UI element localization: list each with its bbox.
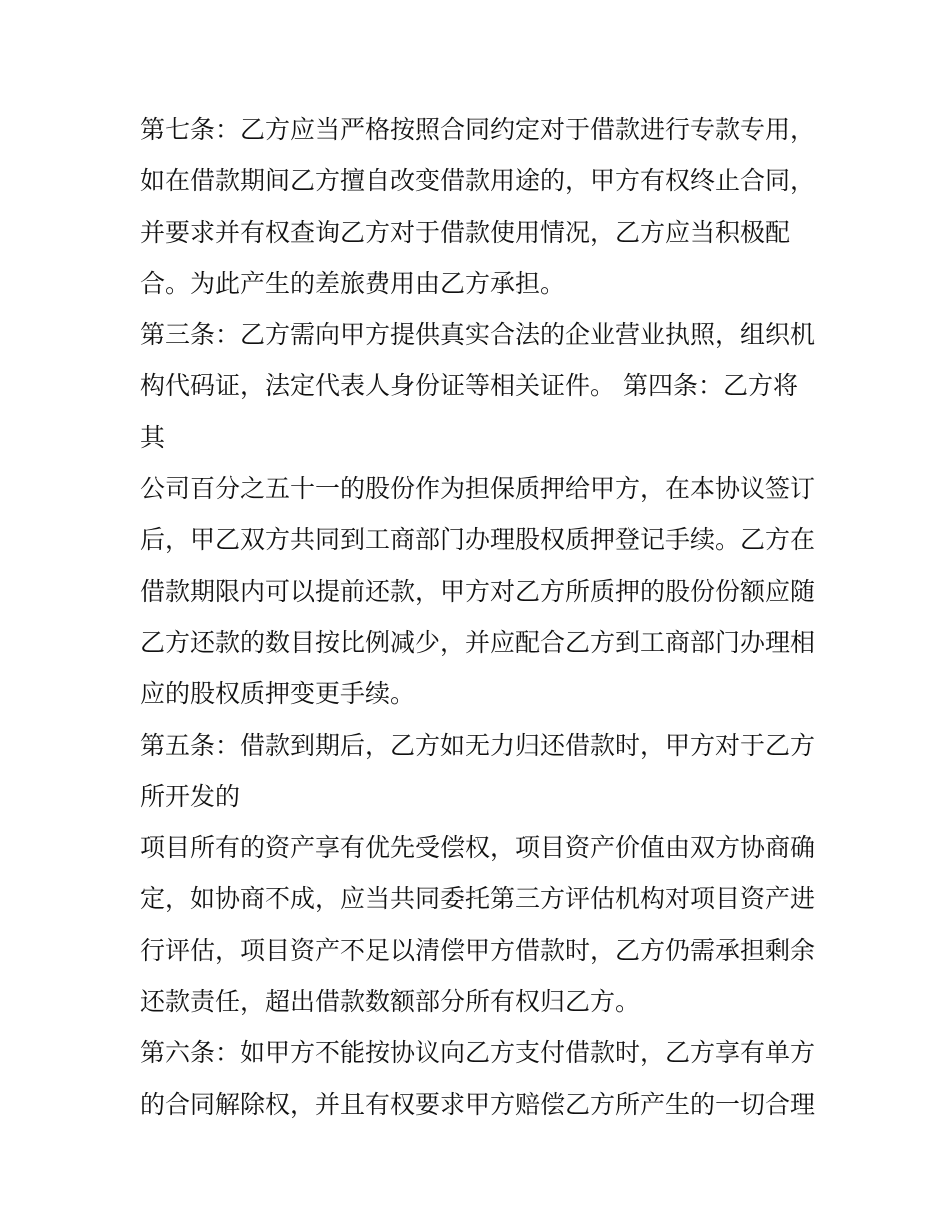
text-line: 第三条：乙方需向甲方提供真实合法的企业营业执照，组织机	[140, 320, 816, 350]
text-line: 如在借款期间乙方擅自改变借款用途的，甲方有权终止合同，	[140, 166, 816, 196]
text-line: 并要求并有权查询乙方对于借款使用情况，乙方应当积极配	[140, 217, 791, 247]
text-line: 其	[140, 422, 166, 452]
text-line: 借款期限内可以提前还款，甲方对乙方所质押的股份份额应随	[140, 576, 816, 606]
document-body	[140, 104, 830, 1130]
text-line: 行评估，项目资产不足以清偿甲方借款时，乙方仍需承担剩余	[140, 935, 816, 965]
text-line: 第七条：乙方应当严格按照合同约定对于借款进行专款专用，	[140, 115, 816, 144]
text-line: 构代码证，法定代表人身份证等相关证件。 第四条：乙方将	[140, 371, 798, 401]
text-line: 公司百分之五十一的股份作为担保质押给甲方，在本协议签订	[140, 474, 816, 504]
text-line: 定，如协商不成，应当共同委托第三方评估机构对项目资产进	[140, 884, 816, 914]
text-line: 的合同解除权，并且有权要求甲方赔偿乙方所产生的一切合理	[140, 1089, 816, 1119]
text-line: 应的股权质押变更手续。	[140, 679, 416, 709]
text-line: 第六条：如甲方不能按协议向乙方支付借款时，乙方享有单方	[140, 1038, 816, 1068]
text-line: 还款责任，超出借款数额部分所有权归乙方。	[140, 987, 641, 1017]
text-line: 第五条：借款到期后，乙方如无力归还借款时，甲方对于乙方	[140, 730, 816, 760]
text-line: 乙方还款的数目按比例减少，并应配合乙方到工商部门办理相	[140, 627, 816, 657]
text-line: 项目所有的资产享有优先受偿权，项目资产价值由双方协商确	[140, 833, 816, 863]
text-line: 后，甲乙双方共同到工商部门办理股权质押登记手续。乙方在	[140, 525, 816, 555]
text-line: 所开发的	[140, 781, 241, 811]
text-line: 合。为此产生的差旅费用由乙方承担。	[140, 268, 566, 298]
